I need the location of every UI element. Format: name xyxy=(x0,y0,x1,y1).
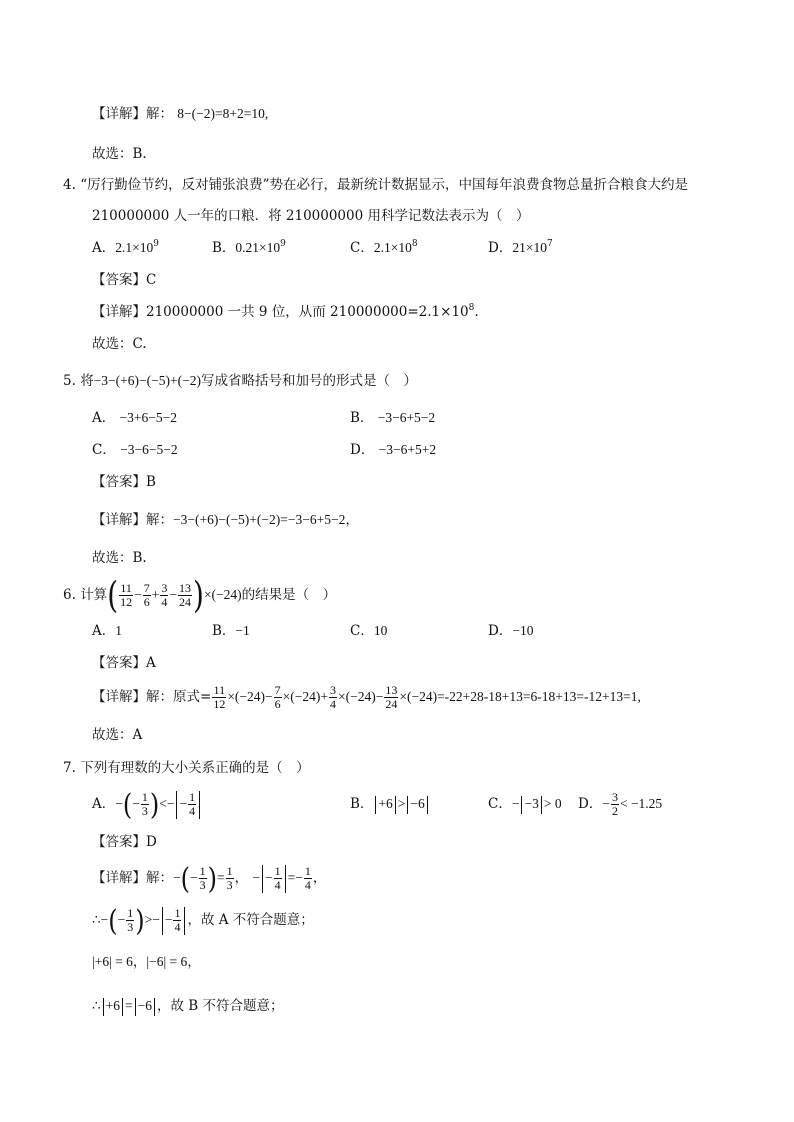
multiplier: ×(−24) xyxy=(227,689,266,704)
operator: − xyxy=(169,587,177,602)
option-value: 10 xyxy=(373,623,388,638)
exponent: 8 xyxy=(468,303,475,313)
q4-option-a xyxy=(92,238,159,258)
detail-prefix: 解：原式= xyxy=(146,689,212,705)
option-value: −1 xyxy=(235,623,250,638)
option-label: B． xyxy=(212,240,236,256)
option-value: −10 xyxy=(512,623,534,638)
stem-expression: −3−(+6)−(−5)+(−2) xyxy=(93,373,201,388)
q7-option-a: A．−(− $\frac{1}{3}$ )<− − $\frac{1}{4}$ xyxy=(92,786,202,822)
option-value: −3+6−5−2 xyxy=(119,410,178,425)
detail-end: . xyxy=(474,304,479,320)
question-stem: “厉行勤俭节约，反对铺张浪费”势在必行，最新统计数据显示，中国每年浪费食物总量折合粮食大约是 xyxy=(80,177,688,193)
q5-option-d xyxy=(350,440,436,460)
option-label: A． xyxy=(92,240,116,256)
option-label: C． xyxy=(488,796,512,812)
detail-prefix: 解： xyxy=(146,106,173,122)
option-value: −3 xyxy=(524,796,539,811)
option-label: A． xyxy=(92,410,116,426)
operator: > xyxy=(397,796,406,811)
therefore-symbol: ∴ xyxy=(92,998,101,1014)
q7-option-b xyxy=(350,794,430,814)
q3-choice: 故选：B. xyxy=(92,146,147,162)
detail-end: ， xyxy=(345,512,359,528)
fraction: $\frac{3}{2}$ xyxy=(611,790,618,818)
detail-text: 210000000 一共 9 位，从而 210000000=2.1×10 xyxy=(146,304,469,320)
q6-choice: 故选：A xyxy=(92,727,143,743)
q6-option-d xyxy=(488,621,533,641)
answer-label: 【答案】 xyxy=(92,655,146,671)
option-value: < −1.25 xyxy=(619,796,663,811)
q5-choice: 故选：B. xyxy=(92,550,147,566)
fraction: $\frac{13}{24}$ xyxy=(385,683,398,711)
fraction: $\frac{3}{4}$ xyxy=(330,683,336,711)
fraction: $\frac{13}{24}$ xyxy=(179,581,191,609)
option-label: C． xyxy=(350,623,374,639)
q7-detail-line-4: ∴ +6 = −6 ，故 B 不符合题意； xyxy=(92,998,284,1014)
detail-prefix: 解： xyxy=(146,512,173,528)
option-label: B． xyxy=(350,410,374,426)
q4-answer xyxy=(92,270,156,290)
q5-answer xyxy=(92,472,156,492)
option-value: −3−6+5+2 xyxy=(378,442,437,457)
fraction: $\frac{1}{3}$ xyxy=(141,790,148,818)
fraction: $\frac{11}{12}$ xyxy=(213,683,226,711)
answer-label: 【答案】 xyxy=(92,474,146,490)
answer-value: C xyxy=(146,272,157,288)
fraction: $\frac{11}{12}$ xyxy=(120,581,133,609)
q4-detail xyxy=(92,302,479,322)
option-value: 21×10 xyxy=(512,240,547,255)
q3-detail-line xyxy=(92,104,268,124)
option-value: +6 xyxy=(378,796,393,811)
q6-detail xyxy=(92,680,641,714)
multiplier: ×(−24) xyxy=(282,689,321,704)
operator: + xyxy=(151,587,160,602)
q4-option-b xyxy=(212,238,286,258)
option-label: C． xyxy=(350,240,374,256)
detail-label: 【详解】 xyxy=(92,512,146,528)
option-label: B． xyxy=(212,623,236,639)
question-number: 5. xyxy=(63,373,76,389)
option-value: −6 xyxy=(410,796,425,811)
q4-option-c xyxy=(350,238,418,258)
multiplier: ×(−24) xyxy=(338,689,376,704)
detail-prefix: 解： xyxy=(146,870,173,886)
detail-result: =-22+28-18+13=6-18+13=-12+13=1, xyxy=(437,689,641,704)
option-value: 0.21×10 xyxy=(235,240,281,255)
operator: − xyxy=(375,689,384,704)
answer-value: A xyxy=(146,655,156,671)
option-label: D． xyxy=(488,623,513,639)
option-label: C． xyxy=(92,442,116,458)
detail-expression: 8−(−2)=8+2=10, xyxy=(177,106,269,121)
detail-expression: −3−(+6)−(−5)+(−2)=−3−6+5−2 xyxy=(173,512,346,527)
option-value: −3−6+5−2 xyxy=(377,410,436,425)
option-value: −3−6−5−2 xyxy=(120,442,178,457)
q6-answer xyxy=(92,653,156,673)
exponent: 8 xyxy=(411,239,418,249)
stem-prefix: 将 xyxy=(80,373,94,389)
exponent: 9 xyxy=(153,239,159,249)
answer-label: 【答案】 xyxy=(92,272,146,288)
option-label: B． xyxy=(350,796,374,812)
conclusion: ，故 A 不符合题意； xyxy=(187,912,314,928)
fraction: $\frac{1}{4}$ xyxy=(189,790,196,818)
option-label: D． xyxy=(350,442,375,458)
detail-label: 【详解】 xyxy=(92,689,146,705)
question-number: 7. xyxy=(63,760,76,776)
operator: + xyxy=(320,689,328,704)
fraction: $\frac{3}{4}$ xyxy=(161,581,168,609)
q4-stem-line-2: 210000000 人一年的口粮．将 210000000 用科学记数法表示为（ ） xyxy=(92,208,530,224)
question-stem: 下列有理数的大小关系正确的是（ ） xyxy=(80,760,310,776)
right-paren: ) xyxy=(193,573,204,617)
therefore-symbol: ∴ xyxy=(92,912,101,928)
option-value: 1 xyxy=(115,623,122,638)
q7-answer xyxy=(92,832,157,852)
option-label: A． xyxy=(92,623,116,639)
exponent: 9 xyxy=(280,239,286,249)
question-number: 6. xyxy=(63,587,76,603)
q7-detail-line-1: 【详解】解：−(− $\frac{1}{3}$ )= $\frac{1}{3}$ ， − − $\frac{1}{4}$ =− $\frac{1}{4}$ ， xyxy=(92,861,327,896)
q6-option-b xyxy=(212,621,250,641)
option-value: 2.1×10 xyxy=(373,240,412,255)
option-label: D． xyxy=(578,796,603,812)
q5-detail xyxy=(92,510,359,530)
q7-detail-line-2: ∴−(− $\frac{1}{3}$ )>− − $\frac{1}{4}$ ，故 A 不符合题意； xyxy=(92,903,314,938)
q7-stem xyxy=(63,758,310,778)
stem-suffix: 写成省略括号和加号的形式是（ ） xyxy=(200,373,417,389)
question-number: 4. xyxy=(63,177,76,193)
detail-label: 【详解】 xyxy=(92,106,146,122)
operator: − xyxy=(134,587,142,602)
option-value: 2.1×10 xyxy=(115,240,154,255)
answer-label: 【答案】 xyxy=(92,834,146,850)
q5-option-c xyxy=(92,440,178,460)
left-paren: ( xyxy=(107,573,119,617)
q4-stem-line-1 xyxy=(63,175,688,195)
detail-label: 【详解】 xyxy=(92,304,146,320)
q6-stem xyxy=(63,573,337,617)
q5-stem xyxy=(63,371,417,391)
multiplier: ×(−24) xyxy=(399,689,438,704)
conclusion: ，故 B 不符合题意； xyxy=(156,998,284,1014)
stem-multiplier: ×(−24) xyxy=(203,587,242,602)
option-label: A． xyxy=(92,796,116,812)
q6-option-c xyxy=(350,621,387,641)
q4-option-d xyxy=(488,238,553,258)
stem-suffix: 的结果是（ ） xyxy=(241,587,337,603)
q7-option-d: D．− $\frac{3}{2}$ < −1.25 xyxy=(578,790,663,818)
detail-label: 【详解】 xyxy=(92,870,146,886)
option-value: > 0 xyxy=(543,796,562,811)
q7-option-c: C．− −3 > 0 xyxy=(488,796,562,812)
exponent: 7 xyxy=(546,239,553,249)
option-label: D． xyxy=(488,240,513,256)
fraction: $\frac{7}{6}$ xyxy=(274,683,281,711)
answer-value: B xyxy=(146,474,156,490)
q4-choice: 故选：C. xyxy=(92,336,147,352)
q5-option-a xyxy=(92,408,177,428)
q6-option-a xyxy=(92,621,122,641)
operator: − xyxy=(265,689,273,704)
fraction: $\frac{7}{6}$ xyxy=(143,581,150,609)
q7-detail-line-3: |+6| = 6，|−6| = 6， xyxy=(92,954,201,969)
answer-value: D xyxy=(146,834,157,850)
stem-prefix: 计算 xyxy=(80,587,108,603)
q5-option-b xyxy=(350,408,435,428)
